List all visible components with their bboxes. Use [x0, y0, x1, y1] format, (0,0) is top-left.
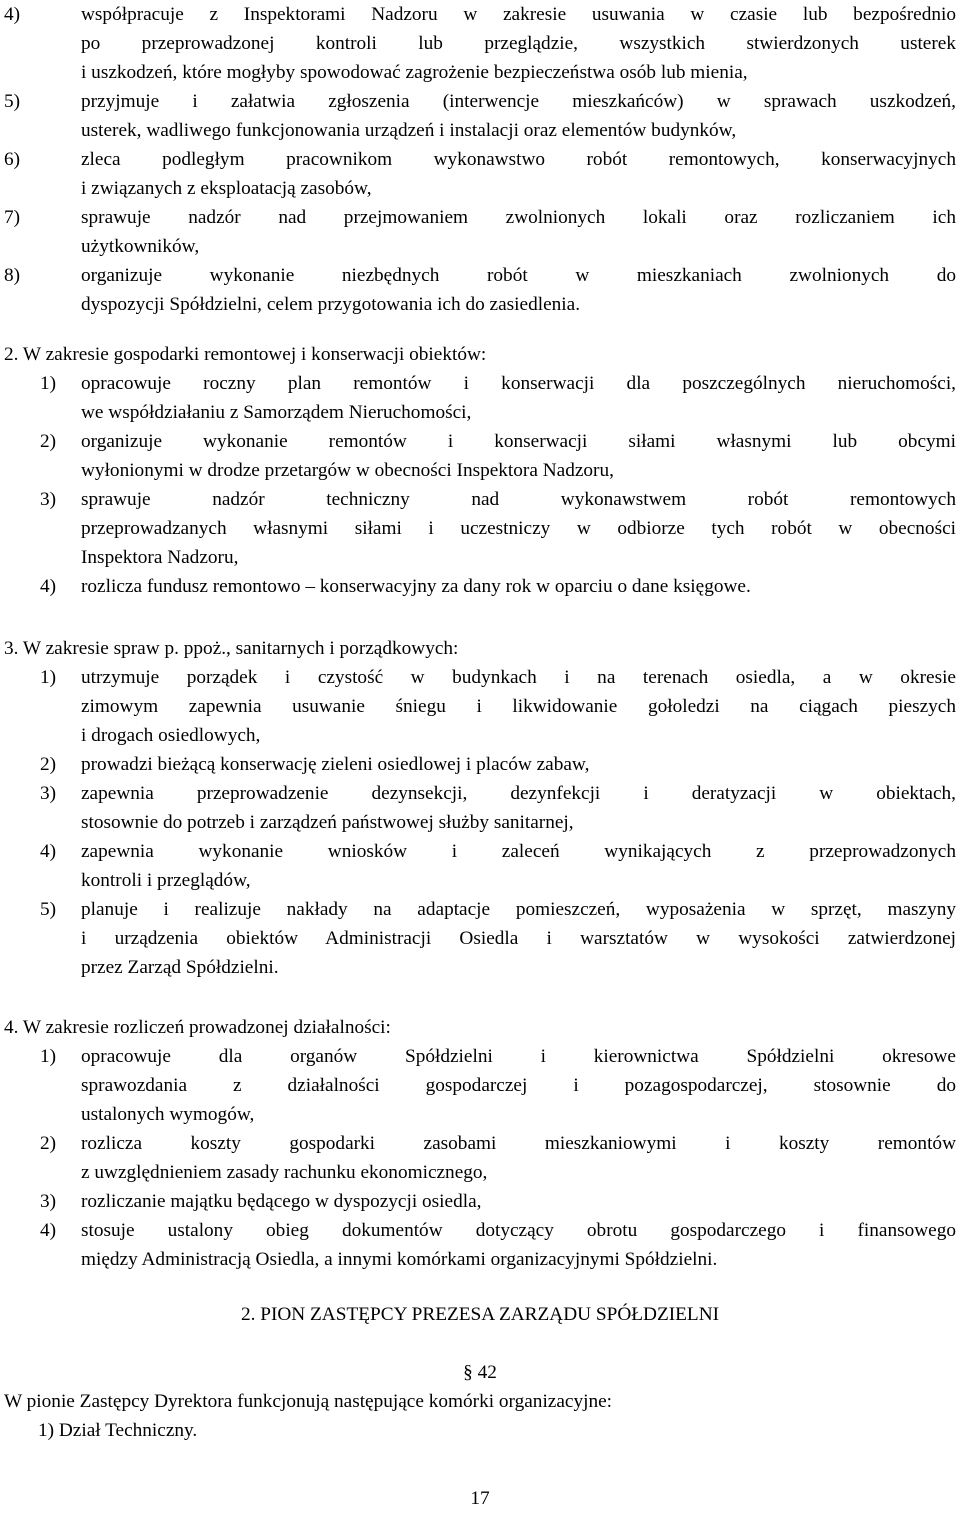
list-item-text: i związanych z eksploatacją zasobów,: [81, 178, 372, 199]
list-item-line: [0, 369, 960, 398]
list-item-number: 8): [4, 265, 21, 286]
list-item-text: zleca podległym pracownikom wykonawstwo robót remontowych, konserwacyjnych: [81, 149, 956, 170]
list-item-line: [0, 1129, 960, 1158]
list-item-text: rozliczanie majątku będącego w dyspozycji osiedla,: [81, 1191, 482, 1212]
list-item-text: usterek, wadliwego funkcjonowania urządzeń i instalacji oraz elementów budynków,: [81, 120, 737, 141]
list-item-text: organizuje wykonanie remontów i konserwacji siłami własnymi lub obcymi: [81, 431, 956, 452]
list-item-text: rozlicza koszty gospodarki zasobami mieszkaniowymi i koszty remontów: [81, 1133, 956, 1154]
list-item-line: [0, 1216, 960, 1245]
list-item-line: [0, 721, 960, 750]
list-item-text: kontroli i przeglądów,: [81, 870, 251, 891]
paragraph-mark: § 42: [463, 1362, 497, 1383]
list-item-text: z uwzględnieniem zasady rachunku ekonomicznego,: [81, 1162, 488, 1183]
list-item-line: [0, 750, 960, 779]
sub-list-item: 1) Dział Techniczny.: [38, 1420, 198, 1441]
list-item-line: [0, 779, 960, 808]
list-item-text: rozlicza fundusz remontowo – konserwacyjny za dany rok w oparciu o dane księgowe.: [81, 576, 751, 597]
section-heading: 2. PION ZASTĘPCY PREZESA ZARZĄDU SPÓŁDZIELNI: [240, 1304, 720, 1325]
list-item-number: 2): [40, 1133, 57, 1154]
list-item-text: i drogach osiedlowych,: [81, 725, 261, 746]
list-item-line: [0, 232, 960, 261]
list-item-text: zapewnia wykonanie wniosków i zaleceń wynikających z przeprowadzonych: [81, 841, 956, 862]
section-2-title: 2. W zakresie gospodarki remontowej i konserwacji obiektów:: [4, 344, 487, 365]
list-item-line: [0, 58, 960, 87]
list-item-line: [0, 398, 960, 427]
list-item-text: dyspozycji Spółdzielni, celem przygotowania ich do zasiedlenia.: [81, 294, 581, 315]
list-item-number: 4): [40, 576, 57, 597]
list-item-text: zimowym zapewnia usuwanie śniegu i likwidowanie gołoledzi na ciągach pieszych: [81, 696, 956, 717]
list-item-text: planuje i realizuje nakłady na adaptacje pomieszczeń, wyposażenia w sprzęt, maszyny: [81, 899, 956, 920]
list-item-number: 3): [40, 1191, 57, 1212]
list-item-line: [0, 953, 960, 982]
list-item-number: 3): [40, 489, 57, 510]
list-item-line: [0, 1042, 960, 1071]
section-4-title: 4. W zakresie rozliczeń prowadzonej działalności:: [4, 1017, 391, 1038]
list-item-line: [0, 663, 960, 692]
list-item-text: przez Zarząd Spółdzielni.: [81, 957, 279, 978]
list-item-line: [0, 87, 960, 116]
list-item-number: 6): [4, 149, 21, 170]
list-item-line: [0, 174, 960, 203]
list-item-number: 4): [40, 841, 57, 862]
list-item-text: użytkowników,: [81, 236, 200, 257]
list-item-text: i uszkodzeń, które mogłyby spowodować zagrożenie bezpieczeństwa osób lub mienia,: [81, 62, 748, 83]
list-item-text: przyjmuje i załatwia zgłoszenia (interwencje mieszkańców) w sprawach uszkodzeń,: [81, 91, 956, 112]
page-number: 17: [470, 1488, 490, 1509]
list-item-text: stosuje ustalony obieg dokumentów dotyczący obrotu gospodarczego i finansowego: [81, 1220, 956, 1241]
list-item-line: [0, 29, 960, 58]
list-item-line: [0, 485, 960, 514]
list-item-text: organizuje wykonanie niezbędnych robót w mieszkaniach zwolnionych do: [81, 265, 956, 286]
list-item-text: między Administracją Osiedla, a innymi komórkami organizacyjnymi Spółdzielni.: [81, 1249, 718, 1270]
list-item-text: zapewnia przeprowadzenie dezynsekcji, dezynfekcji i deratyzacji w obiektach,: [81, 783, 956, 804]
list-item-number: 5): [40, 899, 57, 920]
list-item-number: 7): [4, 207, 21, 228]
list-item-line: [0, 203, 960, 232]
list-item-number: 1): [40, 373, 57, 394]
list-item-number: 4): [40, 1220, 57, 1241]
list-item-line: [0, 290, 960, 319]
list-item-number: 1): [40, 667, 57, 688]
list-item-line: [0, 1158, 960, 1187]
list-item-number: 2): [40, 754, 57, 775]
list-item-text: sprawozdania z działalności gospodarczej i pozagospodarczej, stosownie do: [81, 1075, 956, 1096]
list-item-line: [0, 427, 960, 456]
list-item-line: [0, 145, 960, 174]
list-item-text: przeprowadzanych własnymi siłami i uczestniczy w odbiorze tych robót w obecności: [81, 518, 956, 539]
list-item-text: we współdziałaniu z Samorządem Nieruchomości,: [81, 402, 472, 423]
list-item-text: stosownie do potrzeb i zarządzeń państwowej służby sanitarnej,: [81, 812, 574, 833]
list-item-text: sprawuje nadzór nad przejmowaniem zwolnionych lokali oraz rozliczaniem ich: [81, 207, 956, 228]
list-item-number: 4): [4, 4, 21, 25]
list-item-line: [0, 116, 960, 145]
list-item-text: współpracuje z Inspektorami Nadzoru w zakresie usuwania w czasie lub bezpośrednio: [81, 4, 956, 25]
list-item-line: [0, 514, 960, 543]
list-item-text: sprawuje nadzór techniczny nad wykonawstwem robót remontowych: [81, 489, 956, 510]
list-item-number: 2): [40, 431, 57, 452]
list-item-line: [0, 837, 960, 866]
intro-sentence: W pionie Zastępcy Dyrektora funkcjonują następujące komórki organizacyjne:: [4, 1391, 613, 1412]
list-item-line: [0, 692, 960, 721]
list-item-text: po przeprowadzonej kontroli lub przeglądzie, wszystkich stwierdzonych usterek: [81, 33, 956, 54]
list-item-line: [0, 0, 960, 29]
list-item-line: [0, 1245, 960, 1274]
list-item-line: [0, 1100, 960, 1129]
list-item-line: [0, 1187, 960, 1216]
list-item-number: 5): [4, 91, 21, 112]
list-item-line: [0, 572, 960, 601]
list-item-text: prowadzi bieżącą konserwację zieleni osiedlowej i placów zabaw,: [81, 754, 590, 775]
list-item-text: opracowuje roczny plan remontów i konserwacji dla poszczególnych nieruchomości,: [81, 373, 956, 394]
list-item-text: opracowuje dla organów Spółdzielni i kierownictwa Spółdzielni okresowe: [81, 1046, 956, 1067]
list-item-number: 3): [40, 783, 57, 804]
list-item-text: i urządzenia obiektów Administracji Osiedla i warsztatów w wysokości zatwierdzonej: [81, 928, 956, 949]
list-item-line: [0, 895, 960, 924]
list-item-text: ustalonych wymogów,: [81, 1104, 255, 1125]
list-item-text: wyłonionymi w drodze przetargów w obecności Inspektora Nadzoru,: [81, 460, 614, 481]
list-item-text: utrzymuje porządek i czystość w budynkach i na terenach osiedla, a w okresie: [81, 667, 956, 688]
list-item-line: [0, 261, 960, 290]
list-item-text: Inspektora Nadzoru,: [81, 547, 239, 568]
list-item-line: [0, 866, 960, 895]
section-3-title: 3. W zakresie spraw p. ppoż., sanitarnych i porządkowych:: [4, 638, 459, 659]
list-item-line: [0, 543, 960, 572]
list-item-line: [0, 808, 960, 837]
list-item-line: [0, 1071, 960, 1100]
list-item-number: 1): [40, 1046, 57, 1067]
list-item-line: [0, 924, 960, 953]
list-item-line: [0, 456, 960, 485]
